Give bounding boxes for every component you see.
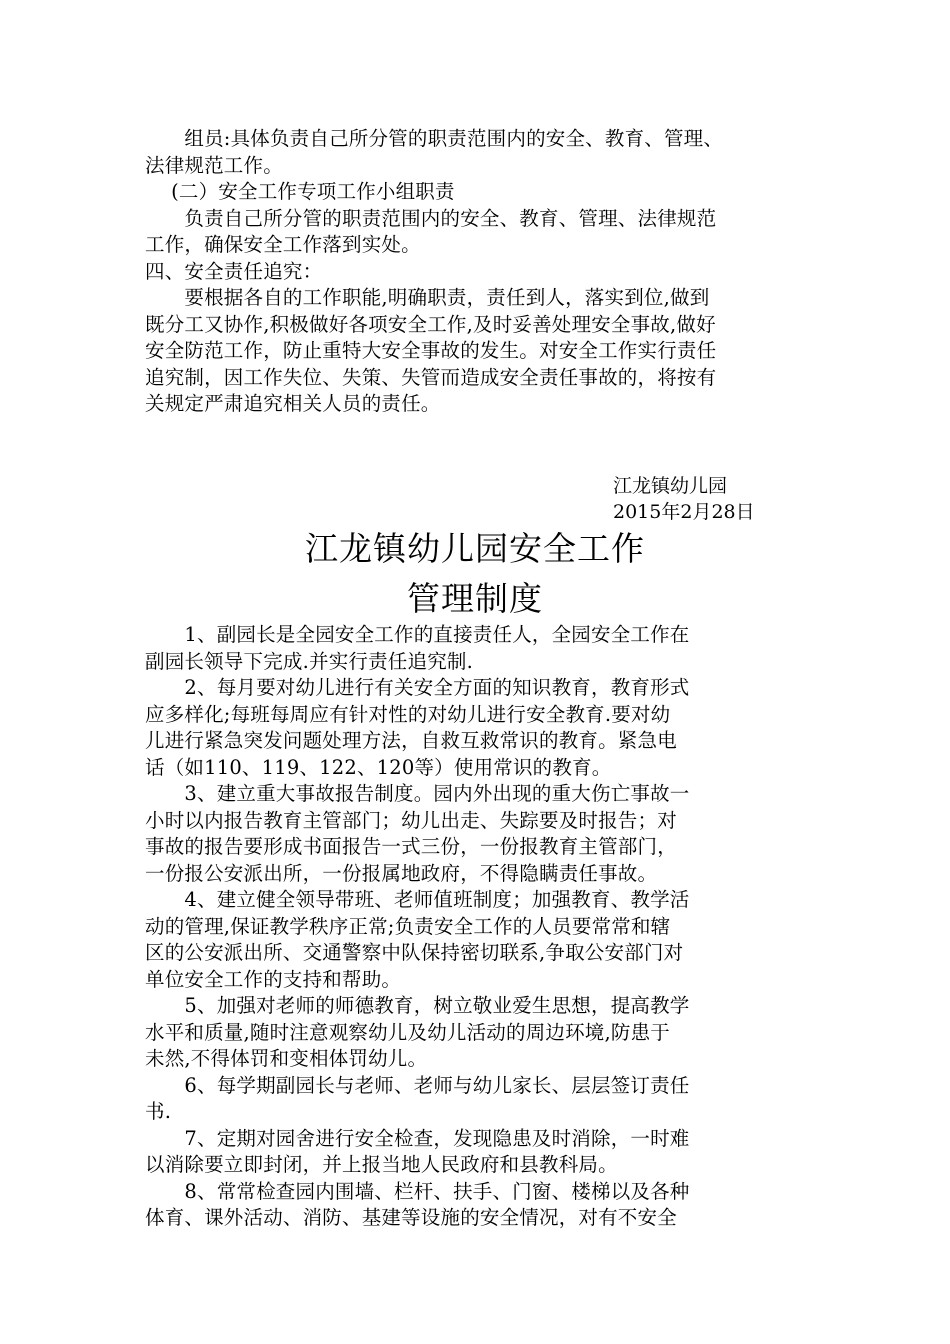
rule-line: 话（如110、119、122、120等）使用常识的教育。	[145, 755, 612, 779]
document-title-line2: 管理制度	[407, 579, 543, 618]
rule-line: 儿进行紧急突发问题处理方法，自救互救常识的教育。紧急电	[145, 729, 677, 752]
rule-line: 水平和质量,随时注意观察幼儿及幼儿活动的周边环境,防患于	[145, 1020, 670, 1044]
section-heading: 四、安全责任追究：	[145, 259, 323, 283]
text-line: 既分工又协作,积极做好各项安全工作,及时妥善处理安全事故,做好	[145, 312, 716, 336]
text-line: 追究制，因工作失位、失策、失管而造成安全责任事故的，将按有	[145, 365, 717, 389]
rule-line: 2、每月要对幼儿进行有关安全方面的知识教育，教育形式	[145, 676, 690, 699]
rules-section	[145, 622, 805, 1232]
text-line: 关规定严肃追究相关人员的责任。	[145, 392, 441, 415]
text-line: 安全防范工作，防止重特大安全事故的发生。对安全工作实行责任	[145, 339, 717, 362]
rule-line: 体育、课外活动、消防、基建等设施的安全情况，对有不安全	[145, 1206, 677, 1229]
text-line: (二）安全工作专项工作小组职责	[145, 180, 455, 203]
rule-line: 事故的报告要形成书面报告一式三份，一份报教育主管部门，	[145, 835, 677, 858]
text-line: 组员:具体负责自己所分管的职责范围内的安全、教育、管理、	[145, 127, 724, 150]
signature-org: 江龙镇幼儿园	[613, 475, 728, 497]
rule-line: 副园长领导下完成.并实行责任追究制.	[145, 649, 473, 673]
rule-line: 以消除要立即封闭，并上报当地人民政府和县教科局。	[145, 1153, 618, 1176]
document-title-line1: 江龙镇幼儿园安全工作	[305, 529, 645, 568]
signature-block	[613, 473, 813, 525]
text-line: 工作，确保安全工作落到实处。	[145, 233, 421, 256]
signature-date: 2015年2月28日	[613, 501, 755, 523]
rule-line: 单位安全工作的支持和帮助。	[145, 967, 402, 991]
text-line: 负责自己所分管的职责范围内的安全、教育、管理、法律规范	[145, 206, 717, 230]
rule-line: 应多样化;每班每周应有针对性的对幼儿进行安全教育.要对幼	[145, 702, 671, 726]
responsibility-section	[145, 126, 805, 418]
text-line: 法律规范工作。	[145, 153, 283, 177]
text-line: 要根据各自的工作职能,明确职责，责任到人，落实到位,做到	[145, 286, 710, 309]
rule-line: 8、常常检查园内围墙、栏杆、扶手、门窗、楼梯以及各种	[145, 1179, 690, 1203]
rule-line: 7、定期对园舍进行安全检查，发现隐患及时消除，一时难	[145, 1126, 690, 1150]
rule-line: 6、每学期副园长与老师、老师与幼儿家长、层层签订责任	[145, 1073, 690, 1097]
rule-line: 3、建立重大事故报告制度。园内外出现的重大伤亡事故一	[145, 782, 690, 805]
rule-line: 书.	[145, 1100, 172, 1123]
rule-line: 动的管理,保证教学秩序正常;负责安全工作的人员要常常和辖	[145, 914, 671, 938]
rule-line: 1、副园长是全园安全工作的直接责任人，全园安全工作在	[145, 623, 690, 646]
rule-line: 区的公安派出所、交通警察中队保持密切联系,争取公安部门对	[145, 941, 684, 964]
rule-line: 4、建立健全领导带班、老师值班制度；加强教育、教学活	[145, 888, 690, 911]
rule-line: 小时以内报告教育主管部门；幼儿出走、失踪要及时报告；对	[145, 808, 677, 832]
rule-line: 5、加强对老师的师德教育，树立敬业爱生思想，提高教学	[145, 994, 690, 1017]
rule-line: 一份报公安派出所，一份报属地政府，不得隐瞒责任事故。	[145, 861, 658, 885]
rule-line: 未然,不得体罚和变相体罚幼儿。	[145, 1047, 428, 1070]
